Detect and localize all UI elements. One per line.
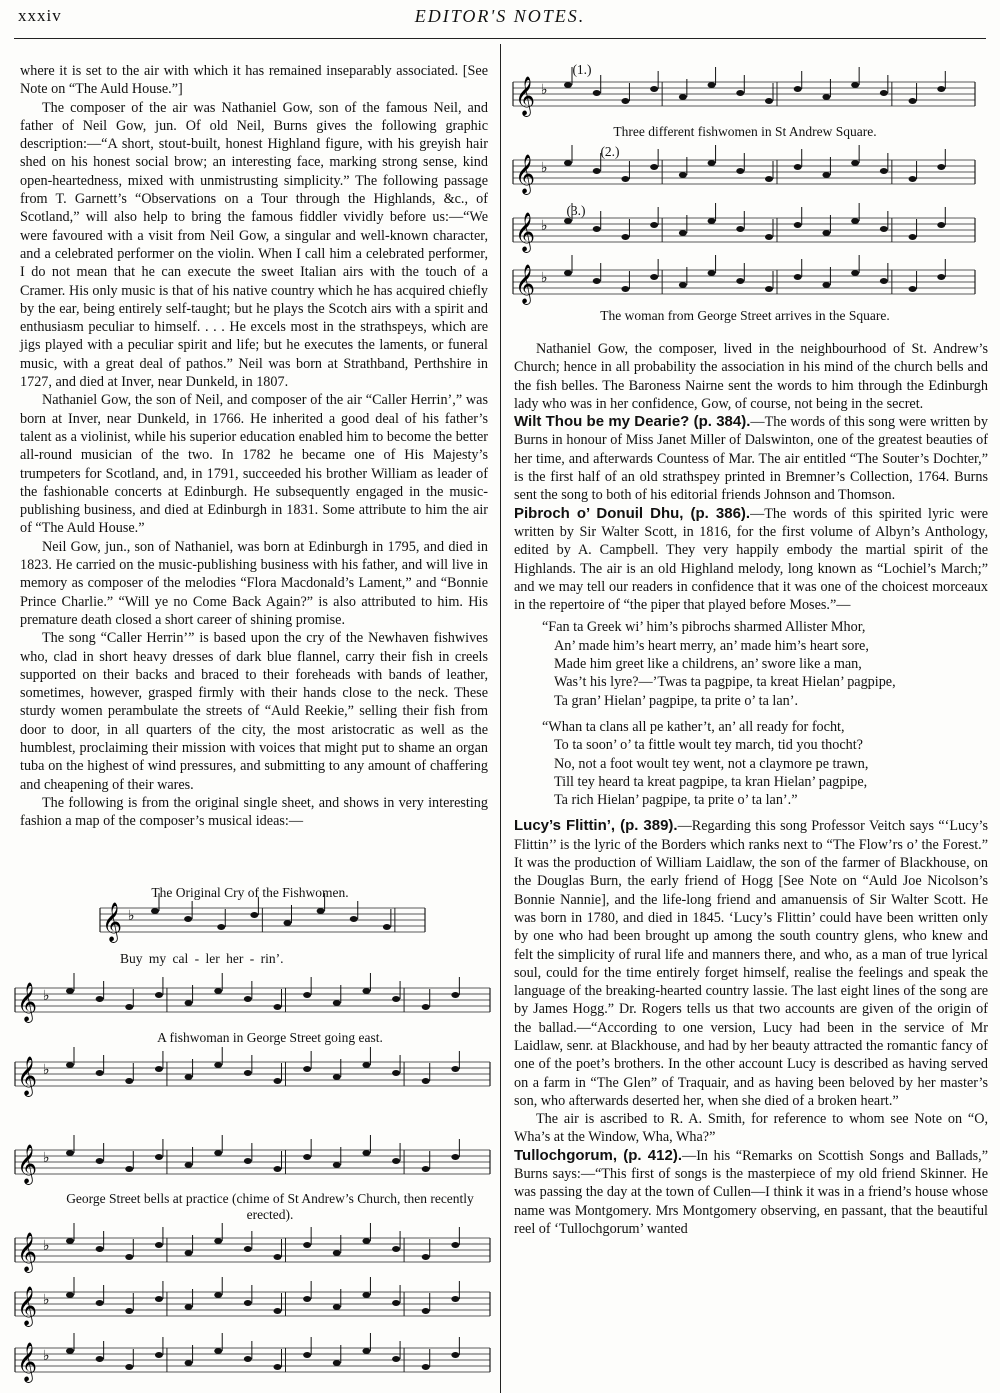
note-head bbox=[151, 908, 159, 914]
note-head bbox=[851, 82, 859, 88]
verse-line: Was’t his lyre?—’Twas ta pagpipe, ta kreat Hielan’ pagpipe, bbox=[554, 674, 896, 691]
section-text: —The words of this song were written by Burns in honour of Miss Janet Miller of Dalswinton, one of the greatest beauties of her time, and afterwards Countess of Mar. The air entitled “The Souter’s Dochter,” is the first half of an old strathspey printed in Bremner’s Collection, 1764. Burns sent the song to both of his editorial friends Johnson and Thomson. bbox=[514, 414, 988, 504]
note-head bbox=[736, 90, 744, 96]
lyrics: Buy my cal - ler her - rin’. bbox=[120, 951, 284, 966]
note-head bbox=[392, 1246, 400, 1252]
note-head bbox=[451, 992, 459, 998]
caption-woman-arrives: The woman from George Street arrives in the Square. bbox=[600, 308, 890, 323]
note-head bbox=[392, 1300, 400, 1306]
note-head bbox=[274, 1308, 282, 1314]
note-head bbox=[422, 1004, 430, 1010]
music-label-2: (2.) bbox=[600, 144, 620, 159]
section-text: —Regarding this song Professor Veitch says “‘Lucy’s Flittin’’ is the lyric of the Borders which ranks next to “The Flow’rs o’ the Forest.” It was the production of William Laidlaw, the son of the farmer of Blackhouse, on the Douglas Burn, the early friend of Hogg [See Note on “Auld Joe Nicolson’s Bonnie Nannie], and the life-long friend and amanuensis of Sir Walter Scott. He was born in 1780, and died in 1845. ‘Lucy’s Flittin’ could have been written only by one who had been brought up among the south country glens, who knew and felt the simplicity of rural life and manners there, and who, as a man of true lyrical soul, could for the time entirely forget himself, realise the feelings and speak the language of the breaking-hearted country lassie. The last eight lines of the song are by James Hogg.” Dr. Rogers tells us that two accounts are given of the origin of the ballad.—“According to one version, Lucy had been in the service of Mr Laidlaw, senr. at Blackhouse, and had by her beauty attracted the romantic fancy of one of the poet’s brothers. In the other account Lucy is described as having served on a farm in “The Glen” of Traquair, and as having been beloved by her master’s son, who afterwards deserted her, when she died of a broken heart.” bbox=[514, 818, 989, 1109]
note-head bbox=[96, 1246, 104, 1252]
note-head bbox=[214, 1292, 222, 1298]
note-head bbox=[564, 82, 572, 88]
note-head bbox=[422, 1364, 430, 1370]
note-head bbox=[736, 226, 744, 232]
verse-line: Ta gran’ Hielan’ pagpipe, ta prite o’ ta lan’. bbox=[554, 692, 799, 709]
note-head bbox=[66, 1238, 74, 1244]
paragraph: The composer of the air was Nathaniel Gow, son of the famous Neil, and father of Neil Gow, jun. Of old Neil, Burns gives the following graphic description:—“A short, stout-built, honest Highland figure, with his greyish hair shed on his honest social brow; an interesting face, marking strong sense, kind open-heartedness, mixed with unmistrusting simplicity.” The following passage from T. Garnett’s “Observations on a Tour through the Highlands, &c., of Scotland,” will also help to bring the famous fiddler vividly before us:—“We were favoured with a visit from Neil Gow, a singular and well-known character, and a celebrated performer on the violin. When I call him a celebrated performer, I do not mean that he can execute the sweet Italian airs with the touch of a Cramer. His only music is that of his native country which he has acquired chiefly by the ear, being entirely self-taught; but he plays the Scotch airs with a spirit and enthusiasm peculiar to himself. . . . He excels most in the strathspeys, which are jigs played with a peculiar spirit and life; but he executes the laments, or funeral music, with a great deal of pathos.” Neil was born at Strathband, Perthshire in 1727, and died at Inver, near Dunkeld, in 1807. bbox=[20, 99, 488, 391]
flat-sign: ♭ bbox=[541, 82, 548, 98]
note-head bbox=[274, 1078, 282, 1084]
paragraph: The air is ascribed to R. A. Smith, for reference to whom see Note on “O, Wha’s at the Window, Wha, Wha?” bbox=[514, 1111, 988, 1146]
note-head bbox=[392, 996, 400, 1002]
treble-clef: 𝄞 bbox=[515, 212, 536, 252]
verse-line: Made him greet like a childrens, an’ swore like a man, bbox=[554, 656, 862, 673]
note-head bbox=[909, 286, 917, 292]
note-head bbox=[765, 98, 773, 104]
note-head bbox=[244, 1070, 252, 1076]
verse-1 bbox=[542, 618, 988, 709]
paragraph-gow: Nathaniel Gow, the composer, lived in the neighbourhood of St. Andrew’s Church; hence in all probability the association in his mind of the church bells and the fish belles. The Baroness Nairne sent the words to him through the Edinburgh lady who was in her confidence, Gow, of course, not being in the secret. bbox=[514, 341, 988, 412]
treble-clef: 𝄞 bbox=[17, 982, 38, 1022]
verse-line: No, not a foot woult tey went, not a claymore pe trawn, bbox=[554, 755, 869, 772]
verse-line: An’ made him’s heart merry, an’ made him’s heart sore, bbox=[554, 637, 869, 654]
note-head bbox=[184, 916, 192, 922]
note-head bbox=[937, 164, 945, 170]
note-head bbox=[422, 1078, 430, 1084]
note-head bbox=[274, 1166, 282, 1172]
note-head bbox=[303, 1242, 311, 1248]
note-head bbox=[593, 90, 601, 96]
note-head bbox=[679, 94, 687, 100]
note-head bbox=[621, 286, 629, 292]
note-head bbox=[851, 160, 859, 166]
note-head bbox=[708, 270, 716, 276]
note-head bbox=[880, 90, 888, 96]
note-head bbox=[274, 1254, 282, 1260]
note-head bbox=[880, 226, 888, 232]
flat-sign: ♭ bbox=[128, 908, 135, 924]
note-head bbox=[880, 168, 888, 174]
note-head bbox=[880, 278, 888, 284]
verse-line: “Whan ta clans all pe kather’t, an’ all ready for focht, bbox=[542, 718, 845, 735]
treble-clef: 𝄞 bbox=[515, 76, 536, 116]
note-head bbox=[333, 1360, 341, 1366]
note-head bbox=[274, 1364, 282, 1370]
note-head bbox=[392, 1356, 400, 1362]
treble-clef: 𝄞 bbox=[17, 1056, 38, 1096]
note-head bbox=[66, 1062, 74, 1068]
paragraph: Nathaniel Gow, the son of Neil, and composer of the air “Caller Herrin’,” was born at Inver, near Dunkeld, in 1766. He inherited a good deal of his father’s talent as a violinist, while his superior education enabled him to become the better all-round musician of the two. In 1782 he became one of His Majesty’s trumpeters for Scotland, and, in 1791, succeeded his brother William as leader of the fashionable concerts at Edinburgh. He subsequently engaged in the music-publishing business, and died at Edinburgh in 1831. Some attribute to him the air of “The Auld House.” bbox=[20, 392, 488, 537]
note-head bbox=[66, 988, 74, 994]
right-column bbox=[514, 340, 988, 1238]
page-number: xxxiv bbox=[18, 6, 62, 25]
note-head bbox=[66, 1292, 74, 1298]
note-head bbox=[822, 172, 830, 178]
note-head bbox=[303, 992, 311, 998]
note-head bbox=[383, 924, 391, 930]
note-head bbox=[794, 164, 802, 170]
note-head bbox=[937, 86, 945, 92]
caption-bells: George Street bells at practice (chime of St Andrew’s Church, then recently erected). bbox=[66, 1191, 474, 1222]
note-head bbox=[593, 226, 601, 232]
flat-sign: ♭ bbox=[541, 218, 548, 234]
note-head bbox=[125, 1166, 133, 1172]
treble-clef: 𝄞 bbox=[17, 1232, 38, 1272]
note-head bbox=[244, 1158, 252, 1164]
note-head bbox=[621, 98, 629, 104]
note-head bbox=[822, 94, 830, 100]
note-head bbox=[451, 1242, 459, 1248]
note-head bbox=[250, 912, 258, 918]
note-head bbox=[765, 286, 773, 292]
note-head bbox=[244, 996, 252, 1002]
section-text: —In his “Remarks on Scottish Songs and Ballads,” Burns says:—“This first of songs is the masterpiece of my old friend Skinner. He was passing the day at the town of Cullen—I think it was in a friend’s house whose name was Montgomery. Mrs Montgomery observing, en passant, that the beautiful reel of ‘Tullochgorum’ wanted bbox=[514, 1147, 988, 1237]
note-head bbox=[621, 176, 629, 182]
treble-clef: 𝄞 bbox=[102, 902, 123, 942]
note-head bbox=[564, 218, 572, 224]
caption-three-fishwomen: Three different fishwomen in St Andrew Square. bbox=[613, 124, 877, 139]
section-heading: Tullochgorum, (p. 412). bbox=[514, 1146, 683, 1164]
section-heading: Pibroch o’ Donuil Dhu, (p. 386). bbox=[514, 504, 751, 522]
note-head bbox=[185, 1000, 193, 1006]
note-head bbox=[593, 278, 601, 284]
note-head bbox=[244, 1300, 252, 1306]
note-head bbox=[362, 1150, 370, 1156]
flat-sign: ♭ bbox=[43, 1062, 50, 1078]
note-head bbox=[765, 176, 773, 182]
note-head bbox=[736, 168, 744, 174]
note-head bbox=[96, 1300, 104, 1306]
paragraph: The song “Caller Herrin’” is based upon the cry of the Newhaven fishwives who, clad in short heavy dresses of dark blue flannel, carry their fish in creels supported on their backs and braced to their foreheads with bands of leather, sometimes, however, grasped firmly with their hands close to the neck. These sturdy women perambulate the streets of “Auld Reekie,” selling their fish from door to door, in all quarters of the city, the most aristocratic as well as the humblest, proclaiming their mission with voices that might put to shame an organ tuba on the highest of wind pressures, and submitting to any amount of chaffering and cheapening of their wares. bbox=[20, 630, 488, 793]
note-head bbox=[736, 278, 744, 284]
note-head bbox=[708, 160, 716, 166]
note-head bbox=[303, 1352, 311, 1358]
note-head bbox=[214, 1062, 222, 1068]
verse-2 bbox=[542, 718, 988, 809]
note-head bbox=[909, 98, 917, 104]
note-head bbox=[937, 222, 945, 228]
note-head bbox=[679, 230, 687, 236]
note-head bbox=[422, 1254, 430, 1260]
note-head bbox=[333, 1250, 341, 1256]
paragraph: where it is set to the air with which it has remained inseparably associated. [See Note on “The Auld House.”] bbox=[20, 63, 488, 98]
note-head bbox=[593, 168, 601, 174]
note-head bbox=[564, 270, 572, 276]
flat-sign: ♭ bbox=[43, 1292, 50, 1308]
note-head bbox=[185, 1074, 193, 1080]
paragraph: The following is from the original single sheet, and shows in very interesting fashion a map of the composer’s musical ideas:— bbox=[20, 794, 488, 830]
note-head bbox=[303, 1296, 311, 1302]
note-head bbox=[650, 274, 658, 280]
note-head bbox=[794, 222, 802, 228]
note-head bbox=[422, 1308, 430, 1314]
note-head bbox=[350, 916, 358, 922]
note-head bbox=[765, 234, 773, 240]
note-head bbox=[155, 1296, 163, 1302]
note-head bbox=[708, 218, 716, 224]
note-head bbox=[214, 1150, 222, 1156]
note-head bbox=[333, 1162, 341, 1168]
note-head bbox=[679, 282, 687, 288]
note-head bbox=[125, 1308, 133, 1314]
note-head bbox=[125, 1004, 133, 1010]
note-head bbox=[822, 230, 830, 236]
flat-sign: ♭ bbox=[43, 1348, 50, 1364]
note-head bbox=[564, 160, 572, 166]
note-head bbox=[244, 1246, 252, 1252]
note-head bbox=[362, 988, 370, 994]
note-head bbox=[392, 1158, 400, 1164]
flat-sign: ♭ bbox=[43, 988, 50, 1004]
flat-sign: ♭ bbox=[43, 1150, 50, 1166]
note-head bbox=[214, 1348, 222, 1354]
verse-line: Ta rich Hielan’ pagpipe, ta prite o’ ta lan’.” bbox=[554, 792, 798, 809]
running-title: EDITOR'S NOTES. bbox=[414, 6, 586, 26]
note-head bbox=[333, 1000, 341, 1006]
note-head bbox=[96, 1070, 104, 1076]
note-head bbox=[303, 1066, 311, 1072]
note-head bbox=[155, 992, 163, 998]
note-head bbox=[422, 1166, 430, 1172]
paragraph: Neil Gow, jun., son of Nathaniel, was born at Edinburgh in 1795, and died in 1823. He carried on the music-publishing business with his father, and will live in memory as composer of the melodies “Flora Macdonald’s Lament,” and “Bonnie Prince Charlie.” “Will ye no Come Back Again?” is also attributed to him. His premature death closed a short career of shining promise. bbox=[20, 538, 488, 628]
caption-fishwoman: A fishwoman in George Street going east. bbox=[157, 1030, 383, 1045]
flat-sign: ♭ bbox=[541, 270, 548, 286]
verse-line: To ta soon’ o’ ta fittle woult tey march, tid you thocht? bbox=[554, 737, 863, 754]
note-head bbox=[392, 1070, 400, 1076]
note-head bbox=[451, 1296, 459, 1302]
note-head bbox=[96, 996, 104, 1002]
note-head bbox=[650, 222, 658, 228]
note-head bbox=[650, 86, 658, 92]
note-head bbox=[362, 1062, 370, 1068]
treble-clef: 𝄞 bbox=[17, 1286, 38, 1326]
note-head bbox=[155, 1352, 163, 1358]
music-label-3: (3.) bbox=[566, 203, 586, 218]
note-head bbox=[214, 988, 222, 994]
note-head bbox=[362, 1238, 370, 1244]
note-head bbox=[274, 1004, 282, 1010]
note-head bbox=[96, 1158, 104, 1164]
treble-clef: 𝄞 bbox=[515, 154, 536, 194]
note-head bbox=[451, 1066, 459, 1072]
note-head bbox=[794, 86, 802, 92]
note-head bbox=[66, 1150, 74, 1156]
verse-line: Till tey heard ta kreat pagpipe, ta kran Hielan’ pagpipe, bbox=[554, 773, 868, 790]
note-head bbox=[125, 1254, 133, 1260]
note-head bbox=[708, 82, 716, 88]
note-head bbox=[362, 1348, 370, 1354]
note-head bbox=[155, 1154, 163, 1160]
note-head bbox=[244, 1356, 252, 1362]
note-head bbox=[679, 172, 687, 178]
treble-clef: 𝄞 bbox=[17, 1342, 38, 1382]
note-head bbox=[794, 274, 802, 280]
note-head bbox=[155, 1066, 163, 1072]
note-head bbox=[650, 164, 658, 170]
note-head bbox=[909, 234, 917, 240]
note-head bbox=[909, 176, 917, 182]
note-head bbox=[66, 1348, 74, 1354]
note-head bbox=[185, 1360, 193, 1366]
note-head bbox=[317, 908, 325, 914]
flat-sign: ♭ bbox=[541, 160, 548, 176]
note-head bbox=[185, 1162, 193, 1168]
section-heading: Wilt Thou be my Dearie? (p. 384). bbox=[514, 413, 751, 431]
note-head bbox=[333, 1304, 341, 1310]
section-text: —The words of this spirited lyric were written by Sir Walter Scott, in 1816, for the first volume of Albyn’s Anthology, edited by A. Campbell. They very happily embody the martial spirit of the Highlands. The air is an old Highland melody, long known as “Lochiel’s March;” and we may tell our readers in confidence that it was one of the choicest morceaux in the repertoire of “the piper that played before Moses.”— bbox=[514, 505, 988, 614]
note-head bbox=[185, 1304, 193, 1310]
note-head bbox=[851, 270, 859, 276]
section-heading: Lucy’s Flittin’, (p. 389). bbox=[514, 817, 678, 835]
note-head bbox=[333, 1074, 341, 1080]
note-head bbox=[125, 1364, 133, 1370]
note-head bbox=[851, 218, 859, 224]
treble-clef: 𝄞 bbox=[17, 1144, 38, 1184]
note-head bbox=[96, 1356, 104, 1362]
note-head bbox=[284, 920, 292, 926]
note-head bbox=[217, 924, 225, 930]
verse-line: “Fan ta Greek wi’ him’s pibrochs sharmed Allister Mhor, bbox=[542, 619, 866, 636]
caption-original-cry: The Original Cry of the Fishwomen. bbox=[151, 885, 349, 900]
note-head bbox=[125, 1078, 133, 1084]
note-head bbox=[822, 282, 830, 288]
treble-clef: 𝄞 bbox=[515, 264, 536, 304]
note-head bbox=[214, 1238, 222, 1244]
note-head bbox=[937, 274, 945, 280]
note-head bbox=[185, 1250, 193, 1256]
note-head bbox=[362, 1292, 370, 1298]
note-head bbox=[155, 1242, 163, 1248]
note-head bbox=[451, 1352, 459, 1358]
note-head bbox=[621, 234, 629, 240]
music-label-1: (1.) bbox=[572, 62, 592, 77]
note-head bbox=[303, 1154, 311, 1160]
flat-sign: ♭ bbox=[43, 1238, 50, 1254]
note-head bbox=[451, 1154, 459, 1160]
